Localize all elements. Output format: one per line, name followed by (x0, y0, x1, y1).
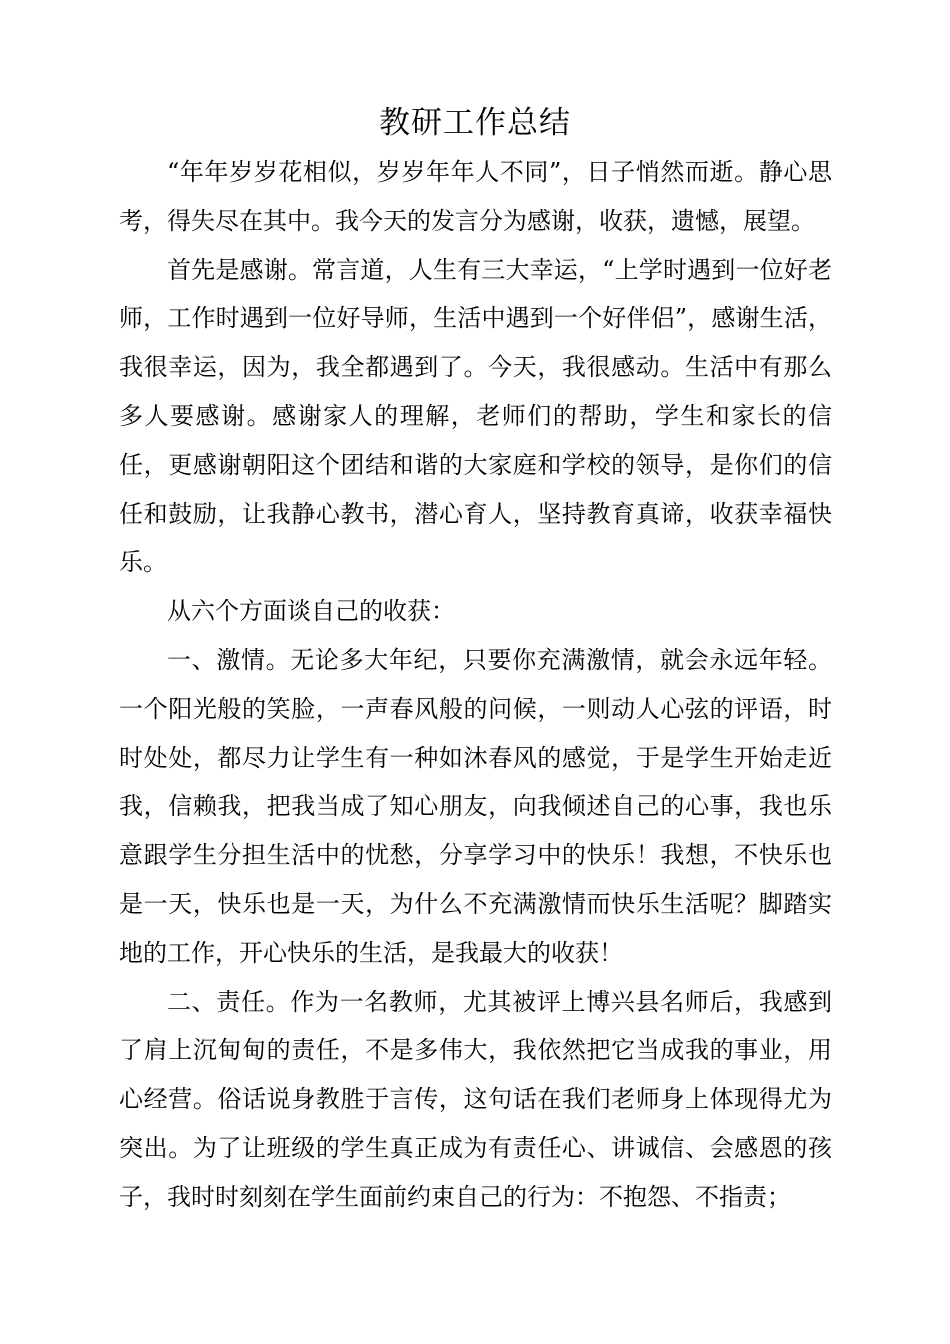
paragraph-passion: 一、激情。无论多大年纪，只要你充满激情，就会永远年轻。一个阳光般的笑脸，一声春风般的问候，一则动人心弦的评语，时时处处，都尽力让学生有一种如沐春风的感觉，于是学生开始走近我，信赖我，把我当成了知心朋友，向我倾述自己的心事，我也乐意跟学生分担生活中的忧愁，分享学习中的快乐！我想，不快乐也是一天，快乐也是一天，为什么不充满激情而快乐生活呢？脚踏实地的工作，开心快乐的生活，是我最大的收获！ (119, 645, 832, 967)
paragraph-intro: “年年岁岁花相似，岁岁年年人不同”，日子悄然而逝。静心思考，得失尽在其中。我今天的发言分为感谢，收获，遗憾，展望。 (119, 158, 832, 235)
document-title: 教研工作总结 (379, 105, 571, 141)
paragraph-responsibility: 二、责任。作为一名教师，尤其被评上博兴县名师后，我感到了肩上沉甸甸的责任，不是多伟大，我依然把它当成我的事业，用心经营。俗话说身教胜于言传，这句话在我们老师身上体现得尤为突出。为了让班级的学生真正成为有责任心、讲诚信、会感恩的孩子，我时时刻刻在学生面前约束自己的行为：不抱怨、不指责； (119, 987, 832, 1211)
paragraph-thanks: 首先是感谢。常言道，人生有三大幸运，“上学时遇到一位好老师，工作时遇到一位好导师，生活中遇到一个好伴侣”，感谢生活，我很幸运，因为，我全都遇到了。今天，我很感动。生活中有那么多人要感谢。感谢家人的理解，老师们的帮助，学生和家长的信任，更感谢朝阳这个团结和谐的大家庭和学校的领导，是你们的信任和鼓励，让我静心教书，潜心育人，坚持教育真谛，收获幸福快乐。 (119, 255, 832, 577)
paragraph-harvest-intro: 从六个方面谈自己的收获： (167, 597, 455, 626)
document-body (119, 148, 832, 1222)
